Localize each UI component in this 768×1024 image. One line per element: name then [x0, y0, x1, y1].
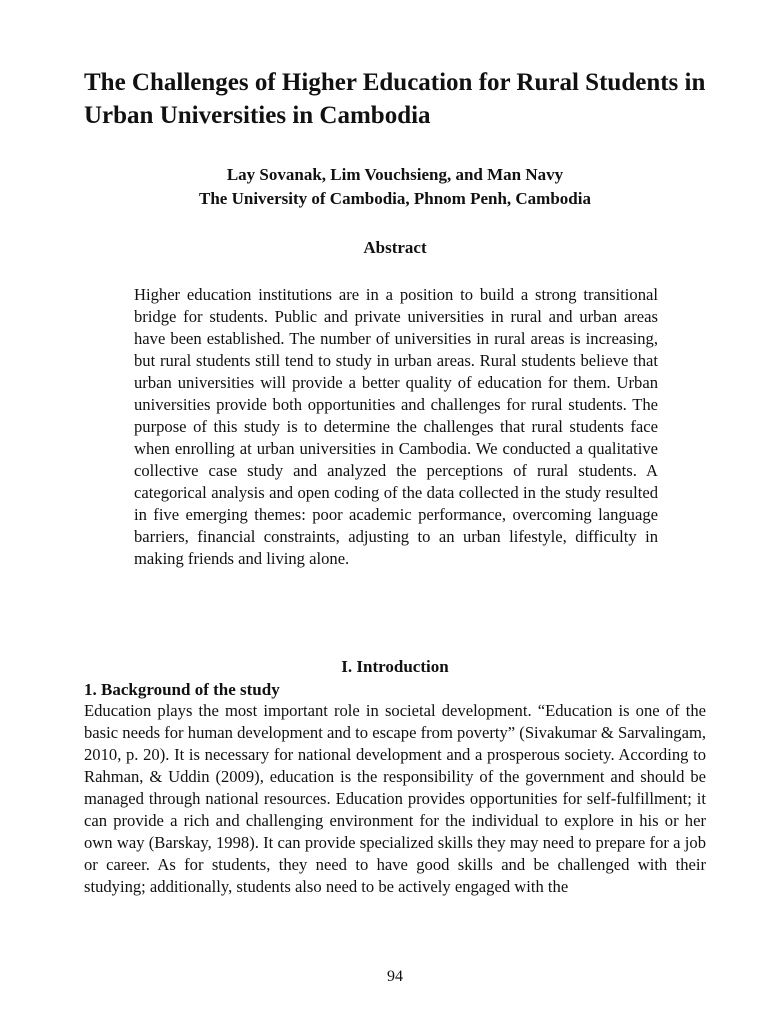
abstract-text: Higher education institutions are in a position to build a strong transitional bridge for students. Public and private universities in rural and urban areas have been established. The number of universities in rural areas is increasing, but rural students still tend to study in urban areas. Rural students believe that urban universities will provide a better quality of education for them. Urban universities provide both opportunities and challenges for rural students. The purpose of this study is to determine the challenges that rural students face when enrolling at urban universities in Cambodia. We conducted a qualitative collective case study and analyzed the perceptions of rural students. A categorical analysis and open coding of the data collected in the study resulted in five emerging themes: poor academic performance, overcoming language barriers, financial constraints, adjusting to an urban lifestyle, difficulty in making friends and living alone. [134, 285, 658, 568]
section-heading-introduction: I. Introduction [341, 657, 449, 676]
abstract-heading: Abstract [363, 238, 427, 257]
author-list: Lay Sovanak, Lim Vouchsieng, and Man Navy [226, 165, 564, 184]
paper-title: The Challenges of Higher Education for Rural Students in Urban Universities in Cambodia [84, 69, 706, 129]
author-affiliation: The University of Cambodia, Phnom Penh, Cambodia [199, 189, 591, 208]
page-number: 94 [387, 968, 403, 985]
subsection-heading-background: 1. Background of the study [84, 680, 280, 699]
introduction-text: Education plays the most important role in societal development. “Education is one of the basic needs for human development and to escape from poverty” (Sivakumar & Sarvalingam, 2010, p. 20). It is necessary for national development and a prosperous society. According to Rahman, & Uddin (2009), education is the responsibility of the government and should be managed through national resources. Education provides opportunities for self-fulfillment; it can provide a rich and challenging environment for the individual to explore in his or her own way (Barskay, 1998). It can provide specialized skills they may need to prepare for a job or career. As for students, they need to have good skills and be challenged with their studying; additionally, students also need to be actively engaged with the [84, 701, 706, 896]
